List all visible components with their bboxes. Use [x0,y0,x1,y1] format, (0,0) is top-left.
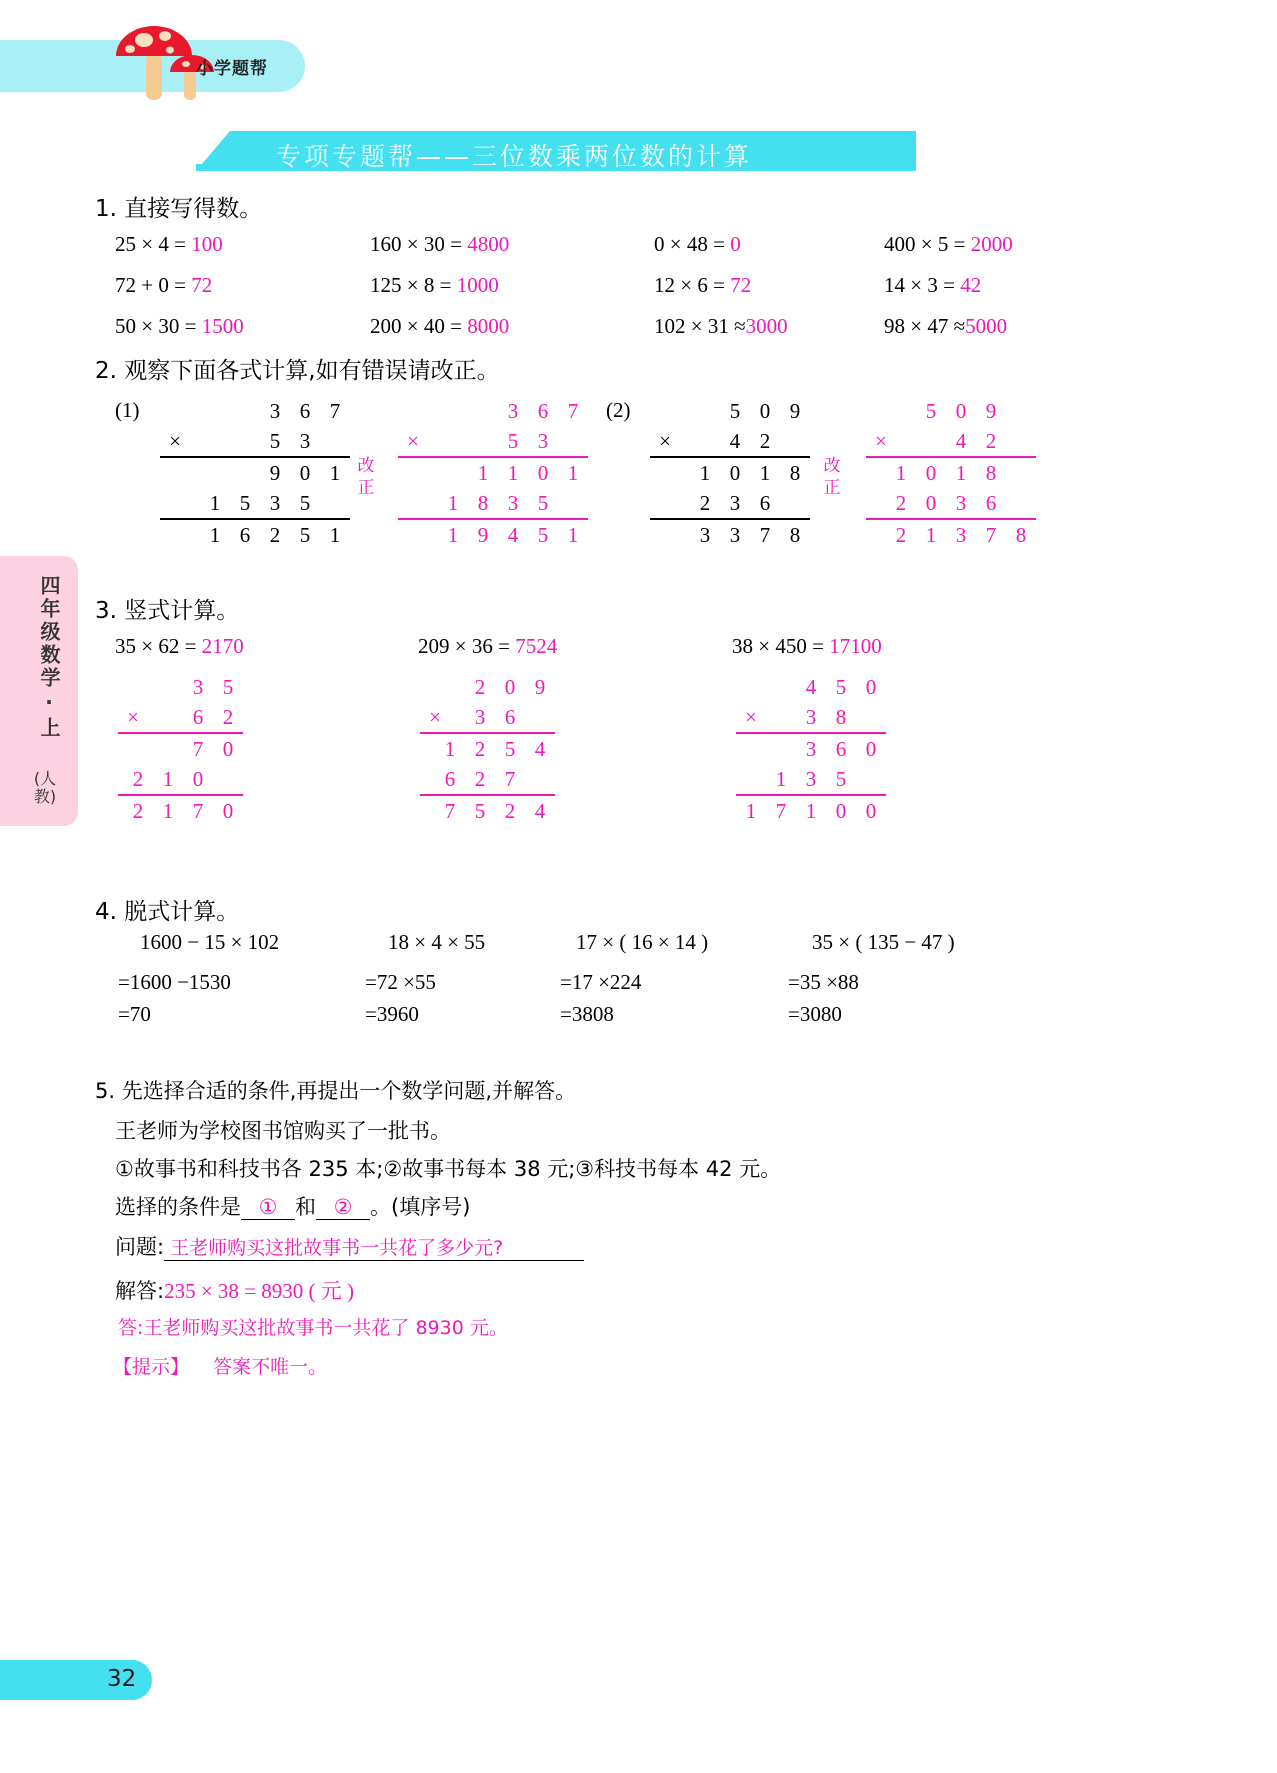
ex1-heading [95,190,262,223]
ex1-item [370,314,509,339]
digit: 1 [209,491,221,515]
digit: 2 [699,491,711,515]
multiplicand-row [420,672,555,702]
ex1-item [654,273,751,298]
digit: 7 [444,799,456,823]
ex2-heading [95,352,500,385]
digit: 6 [299,399,311,423]
digit: 8 [477,491,489,515]
digit: 3 [192,675,204,699]
total-row [866,520,1036,550]
ex1-item [654,314,788,339]
digit: 1 [444,737,456,761]
total-row [398,520,588,550]
digit: 4 [955,429,967,453]
digit: 5 [299,523,311,547]
ex1-item-answer: 1500 [201,314,244,338]
digit: 0 [222,799,234,823]
ex5-final-label: 答: [118,1317,144,1339]
digit: 0 [865,799,877,823]
digit: 6 [759,491,771,515]
digit: 7 [192,737,204,761]
ex4-expr: 17 × ( 16 × 14 ) [576,930,709,954]
ex1-item-answer: 5000 [965,314,1008,338]
digit: 9 [534,675,546,699]
digit: 9 [985,399,997,423]
digit: 7 [192,799,204,823]
multiply-operator: × [745,705,757,729]
ex1-item [115,273,212,298]
ex4-expr: 1600 − 15 × 102 [140,930,280,954]
total-row [420,796,555,826]
partial-product-row [398,488,588,518]
digit: 1 [162,799,174,823]
ex4-step1: =1600 −1530 [118,970,231,994]
digit: 1 [447,491,459,515]
ex5-condition-blank-1[interactable]: ① [241,1195,295,1220]
total-row [118,796,243,826]
digit: 6 [835,737,847,761]
digit: 1 [477,461,489,485]
ex4-step2: =3080 [788,1002,842,1026]
ex1-item-answer: 3000 [745,314,788,338]
ex5-prompt: 先选择合适的条件,再提出一个数学问题,并解答。 [121,1079,577,1103]
ex3-prompt: 竖式计算。 [124,598,240,624]
digit: 1 [329,461,341,485]
digit: 7 [775,799,787,823]
multiply-operator: × [127,705,139,729]
ex4-step1: =72 ×55 [365,970,436,994]
ex2-problem-label: (2) [606,398,631,422]
ex1-item [654,232,741,257]
digit: 5 [507,429,519,453]
digit: 4 [805,675,817,699]
digit: 0 [299,461,311,485]
digit: 8 [789,523,801,547]
ex2-correct-label-2: 改正 [823,456,841,498]
ex2-correct-label-1: 改正 [357,456,375,498]
digit: 2 [474,675,486,699]
ex5-conditions: ①故事书和科技书各 235 本;②故事书每本 38 元;③科技书每本 42 元。 [115,1157,782,1181]
ex4-heading [95,893,239,926]
ex3-vertical-2 [420,672,555,826]
ex1-item-answer: 4800 [467,232,510,256]
ex1-item-expr: 14 × 3 = [884,273,955,297]
multiplicand-row [736,672,886,702]
page-number: 32 [107,1666,137,1692]
digit: 0 [835,799,847,823]
partial-product-row [736,734,886,764]
brand-label: 小学题帮 [196,59,268,79]
digit: 8 [985,461,997,485]
ex4-step1: =17 ×224 [560,970,642,994]
digit: 6 [192,705,204,729]
ex5-condition-blank-2[interactable]: ② [316,1195,370,1220]
digit: 3 [299,429,311,453]
ex5-question-answer[interactable]: 王老师购买这批故事书一共花了多少元? [164,1233,584,1261]
digit: 0 [865,675,877,699]
digit: 3 [729,523,741,547]
digit: 3 [537,429,549,453]
ex1-item [884,314,1007,339]
digit: 2 [474,737,486,761]
ex1-item-expr: 102 × 31 ≈ [654,314,746,338]
ex1-item [115,314,244,339]
digit: 3 [805,737,817,761]
ex2-original-vertical-1 [160,396,350,550]
partial-product-row [160,458,350,488]
digit: 3 [474,705,486,729]
multiplier-row [736,702,886,732]
partial-product-row [650,458,810,488]
digit: 1 [805,799,817,823]
ex4-number: 4. [95,899,117,925]
digit: 5 [222,675,234,699]
ex1-item-answer: 72 [730,273,752,297]
digit: 1 [955,461,967,485]
digit: 2 [504,799,516,823]
digit: 1 [895,461,907,485]
ex2-original-vertical-2 [650,396,810,550]
partial-product-row [160,488,350,518]
ex1-item-expr: 0 × 48 = [654,232,725,256]
digit: 5 [835,675,847,699]
digit: 4 [507,523,519,547]
digit: 6 [504,705,516,729]
digit: 3 [955,491,967,515]
digit: 1 [507,461,519,485]
ex3-problem-answer: 2170 [201,634,244,658]
partial-product-row [650,488,810,518]
ex4-prompt: 脱式计算。 [124,899,240,925]
ex1-item [370,232,509,257]
digit: 1 [162,767,174,791]
digit: 3 [805,705,817,729]
ex4-expr: 35 × ( 135 − 47 ) [812,930,955,954]
digit: 1 [329,523,341,547]
side-tab-grade-label: 四年级数学·上 [37,575,61,740]
multiply-operator: × [169,429,181,453]
digit: 1 [759,461,771,485]
digit: 5 [474,799,486,823]
partial-product-row [866,458,1036,488]
ex5-question-label: 问题: [115,1235,165,1259]
ex1-item-expr: 72 + 0 = [115,273,186,297]
digit: 2 [895,491,907,515]
partial-product-row [420,734,555,764]
ex3-vertical-3 [736,672,886,826]
digit: 5 [239,491,251,515]
multiplicand-row [118,672,243,702]
ex4-step2: =3808 [560,1002,614,1026]
ex1-item-expr: 50 × 30 = [115,314,197,338]
ex5-context: 王老师为学校图书馆购买了一批书。 [115,1119,451,1143]
ex1-prompt: 直接写得数。 [124,196,263,222]
multiply-operator: × [407,429,419,453]
digit: 0 [537,461,549,485]
ex3-number: 3. [95,598,117,624]
ex1-item-answer: 0 [730,232,741,256]
ex2-number: 2. [95,358,117,384]
digit: 0 [925,461,937,485]
ex5-heading [95,1075,576,1105]
multiply-operator: × [875,429,887,453]
digit: 0 [192,767,204,791]
ex3-problem-answer: 7524 [515,634,558,658]
digit: 5 [537,523,549,547]
digit: 1 [925,523,937,547]
digit: 1 [699,461,711,485]
ex3-problem-expr: 38 × 450 = 17100 [732,634,882,658]
ex5-select-line [115,1191,470,1221]
multiplier-row [420,702,555,732]
ex1-item-answer: 8000 [467,314,510,338]
ex3-problem-expr: 35 × 62 = 2170 [115,634,244,658]
digit: 9 [477,523,489,547]
digit: 7 [504,767,516,791]
digit: 2 [132,799,144,823]
ex1-item [115,232,223,257]
ex1-item [370,273,499,298]
digit: 1 [209,523,221,547]
partial-product-row [866,488,1036,518]
digit: 0 [729,461,741,485]
digit: 1 [745,799,757,823]
digit: 3 [699,523,711,547]
ex1-item-expr: 125 × 8 = [370,273,452,297]
digit: 6 [985,491,997,515]
ex1-item-answer: 1000 [456,273,499,297]
ex5-tip-line [113,1352,327,1379]
ex4-step2: =3960 [365,1002,419,1026]
digit: 1 [447,523,459,547]
partial-product-row [420,764,555,794]
digit: 1 [567,461,579,485]
ex5-question-line [115,1231,584,1261]
digit: 1 [567,523,579,547]
ex5-final-answer: 王老师购买这批故事书一共花了 8930 元。 [143,1317,508,1339]
ex1-item-expr: 12 × 6 = [654,273,725,297]
digit: 7 [329,399,341,423]
ex1-item [884,273,981,298]
digit: 5 [269,429,281,453]
total-row [650,520,810,550]
ex5-select-prefix: 选择的条件是 [115,1195,241,1219]
digit: 7 [985,523,997,547]
multiplier-row [118,702,243,732]
partial-product-row [118,734,243,764]
digit: 2 [895,523,907,547]
ex5-solve-label: 解答: [115,1279,165,1303]
ex1-item [884,232,1013,257]
digit: 3 [955,523,967,547]
digit: 2 [222,705,234,729]
side-tab-edition-label: (人教) [33,769,57,806]
digit: 0 [955,399,967,423]
digit: 5 [925,399,937,423]
ex1-item-expr: 400 × 5 = [884,232,966,256]
digit: 0 [222,737,234,761]
total-row [160,520,350,550]
partial-product-row [398,458,588,488]
digit: 1 [775,767,787,791]
page-title: 专项专题帮——三位数乘两位数的计算 [276,142,753,171]
ex3-heading [95,592,239,625]
digit: 2 [269,523,281,547]
ex5-solve-line [115,1275,354,1305]
ex1-item-expr: 160 × 30 = [370,232,462,256]
ex4-expr: 18 × 4 × 55 [388,930,486,954]
digit: 6 [239,523,251,547]
partial-product-row [118,764,243,794]
digit: 0 [865,737,877,761]
digit: 9 [269,461,281,485]
ex1-item-answer: 100 [191,232,223,256]
partial-product-row [736,764,886,794]
multiplicand-row [650,396,810,426]
digit: 0 [504,675,516,699]
multiplicand-row [866,396,1036,426]
digit: 3 [269,491,281,515]
digit: 3 [269,399,281,423]
ex3-problem-expr: 209 × 36 = 7524 [418,634,558,658]
ex1-item-answer: 2000 [970,232,1013,256]
digit: 2 [474,767,486,791]
digit: 3 [507,399,519,423]
multiplier-row [650,426,810,456]
digit: 9 [789,399,801,423]
digit: 3 [729,491,741,515]
ex1-item-expr: 200 × 40 = [370,314,462,338]
digit: 5 [537,491,549,515]
digit: 6 [444,767,456,791]
ex1-item-expr: 98 × 47 ≈ [884,314,966,338]
digit: 8 [835,705,847,729]
ex1-item-answer: 42 [960,273,982,297]
ex1-item-expr: 25 × 4 = [115,232,186,256]
digit: 5 [504,737,516,761]
total-row [736,796,886,826]
ex3-vertical-1 [118,672,243,826]
ex5-select-and: 和 [295,1195,316,1219]
digit: 2 [132,767,144,791]
ex2-prompt: 观察下面各式计算,如有错误请改正。 [124,358,500,384]
digit: 8 [789,461,801,485]
digit: 7 [567,399,579,423]
digit: 0 [759,399,771,423]
digit: 3 [805,767,817,791]
multiplicand-row [160,396,350,426]
digit: 0 [925,491,937,515]
multiply-operator: × [429,705,441,729]
multiply-operator: × [659,429,671,453]
ex4-step1: =35 ×88 [788,970,859,994]
digit: 8 [1015,523,1027,547]
ex5-solve-answer: 235 × 38 = 8930 ( 元 ) [164,1279,355,1303]
digit: 3 [507,491,519,515]
digit: 4 [534,737,546,761]
digit: 5 [299,491,311,515]
multiplier-row [160,426,350,456]
ex5-tip-text: 答案不唯一。 [213,1356,328,1378]
ex5-select-suffix: 。(填序号) [370,1195,471,1219]
ex2-corrected-vertical-1 [398,396,588,550]
digit: 2 [759,429,771,453]
ex2-corrected-vertical-2 [866,396,1036,550]
digit: 2 [985,429,997,453]
ex1-item-answer: 72 [191,273,213,297]
digit: 4 [534,799,546,823]
digit: 5 [835,767,847,791]
ex5-tip-label: 【提示】 [113,1356,190,1378]
digit: 7 [759,523,771,547]
digit: 5 [729,399,741,423]
multiplier-row [866,426,1036,456]
ex4-step2: =70 [118,1002,151,1026]
ex1-number: 1. [95,196,117,222]
digit: 4 [729,429,741,453]
ex3-problem-answer: 17100 [829,634,882,658]
ex5-number: 5. [95,1079,116,1103]
ex5-final-line [118,1313,508,1340]
digit: 6 [537,399,549,423]
multiplicand-row [398,396,588,426]
multiplier-row [398,426,588,456]
ex2-problem-label: (1) [115,398,140,422]
